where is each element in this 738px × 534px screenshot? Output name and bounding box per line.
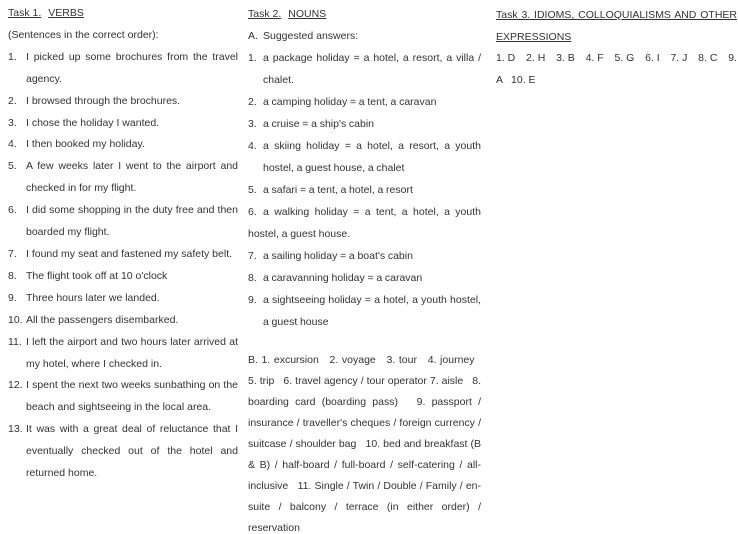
answer-pair: 6. I (645, 52, 660, 65)
task1-item (8, 310, 238, 332)
item-number: 7. (248, 250, 257, 262)
item-number: 10. (8, 313, 23, 326)
item-number: 9. (248, 294, 257, 306)
item-text: I then booked my holiday. (26, 138, 145, 151)
task3-answers-line2 (496, 70, 737, 92)
item-number: 7. (8, 247, 17, 260)
item-number: 13. (8, 423, 23, 436)
task3-heading-text: Task 3. IDIOMS, COLLOQUIALISMS AND OTHER (496, 9, 737, 21)
task2-section-a (248, 25, 481, 47)
item-text: a skiing holiday = a hotel, a resort, a youth hostel, a guest house, a chalet (263, 140, 481, 174)
item-number: 12. (8, 379, 23, 392)
item-text: I did some shopping in the duty free and then boarded my flight. (26, 204, 238, 239)
task2-heading (248, 3, 481, 25)
task2-heading-label: Task 2. (248, 8, 282, 20)
item-number: 4. (8, 138, 17, 151)
task1-item (8, 156, 238, 200)
answer-pair: 5. G (614, 52, 635, 65)
item-text: I found my seat and fastened my safety belt. (26, 247, 233, 260)
item-number: 5. (8, 160, 17, 173)
item-text: a sightseeing holiday = a hotel, a youth hostel, a guest house (263, 294, 481, 328)
answer-pair: A (496, 74, 504, 87)
item-number: 2. (248, 96, 257, 108)
answer-pair: 7. J (670, 52, 688, 65)
item-text: a caravanning holiday = a caravan (263, 272, 423, 284)
task2-item (248, 267, 481, 289)
task1-item (8, 91, 238, 113)
task1-item (8, 200, 238, 244)
task3-heading-text: EXPRESSIONS (496, 30, 572, 43)
task2-item (248, 289, 481, 333)
task2-item (248, 113, 481, 135)
item-text: I chose the holiday I wanted. (26, 116, 160, 129)
item-text: a walking holiday = a tent, a hotel, a youth hostel, a guest house. (248, 206, 481, 240)
item-text: A few weeks later I went to the airport and checked in for my flight. (26, 160, 238, 195)
task1-item (8, 47, 238, 91)
item-text: I left the airport and two hours later arrived at my hotel, where I checked in. (26, 335, 238, 370)
item-number: 8. (8, 269, 17, 282)
item-text: It was with a great deal of reluctance that I eventually checked out of the hotel and returned home. (26, 423, 238, 480)
task1-column (8, 3, 238, 485)
task2-item (248, 245, 481, 267)
task1-item (8, 244, 238, 266)
answer-pair: 9. (728, 52, 737, 65)
task3-heading-line2 (496, 27, 737, 49)
item-text: The flight took off at 10 o'clock (26, 269, 168, 282)
task2-heading-title: NOUNS (288, 8, 327, 20)
item-text: a safari = a tent, a hotel, a resort (263, 184, 413, 196)
section-label: A. (248, 30, 258, 42)
item-number: 8. (248, 272, 257, 284)
task1-heading (8, 3, 238, 25)
task2-item (248, 179, 481, 201)
item-number: 4. (248, 140, 257, 152)
task2-item (248, 135, 481, 179)
answer-pair: 2. H (526, 52, 546, 65)
answer-pair: 8. C (698, 52, 718, 65)
item-text: a cruise = a ship's cabin (263, 118, 375, 130)
item-text: a camping holiday = a tent, a caravan (263, 96, 437, 108)
item-number: 3. (248, 118, 257, 130)
item-number: 2. (8, 94, 17, 107)
task2-item (248, 91, 481, 113)
item-number: 3. (8, 116, 17, 129)
task2-item (248, 47, 481, 91)
item-text: Three hours later we landed. (26, 291, 160, 304)
answer-pair: 1. D (496, 52, 516, 65)
item-number: 9. (8, 291, 17, 304)
item-number: 5. (248, 184, 257, 196)
item-number: 1. (248, 52, 257, 64)
answer-pair: 10. E (511, 74, 536, 87)
task1-item (8, 134, 238, 156)
item-text: All the passengers disembarked. (26, 313, 179, 326)
answer-pair: 4. F (585, 52, 604, 65)
task1-item (8, 332, 238, 376)
task2-column (248, 3, 481, 333)
task1-heading-title: VERBS (48, 7, 84, 19)
task1-item (8, 266, 238, 288)
task1-item (8, 113, 238, 135)
task2-section-b: B. 1. excursion 2. voyage 3. tour 4. journey 5. trip 6. travel agency / tour operator 7. aisle 8. boarding card (boarding pass) 9. passport / insurance / traveller's cheques / foreign currency / suitcase / shoulder bag 10. bed and breakfast (B & B) / half-board / full-board / self-catering / all-inclusive 11. Single / Twin / Double / Family / en-suite / balcony / terrace (in either order) / reservation (248, 354, 481, 534)
task1-item (8, 419, 238, 485)
item-text: a package holiday = a hotel, a resort, a villa / chalet. (263, 52, 481, 86)
task3-answers-line1 (496, 48, 737, 70)
task1-heading-label: Task 1. (8, 7, 42, 19)
task3-column (496, 5, 737, 92)
item-text: I picked up some brochures from the travel agency. (26, 50, 238, 85)
task1-item (8, 375, 238, 419)
task3-heading-line1 (496, 5, 737, 27)
task1-item (8, 288, 238, 310)
item-text: a sailing holiday = a boat's cabin (263, 250, 413, 262)
section-title: Suggested answers: (263, 30, 359, 42)
item-number: 11. (8, 335, 22, 348)
item-number: 6. (8, 204, 17, 217)
task1-intro: (Sentences in the correct order): (8, 28, 159, 41)
item-number: 1. (8, 50, 17, 63)
answer-pair: 3. B (556, 52, 575, 65)
item-text: I spent the next two weeks sunbathing on the beach and sightseeing in the local area. (26, 379, 238, 414)
item-text: I browsed through the brochures. (26, 94, 181, 107)
task2-item (248, 201, 481, 245)
item-number: 6. (248, 206, 257, 218)
